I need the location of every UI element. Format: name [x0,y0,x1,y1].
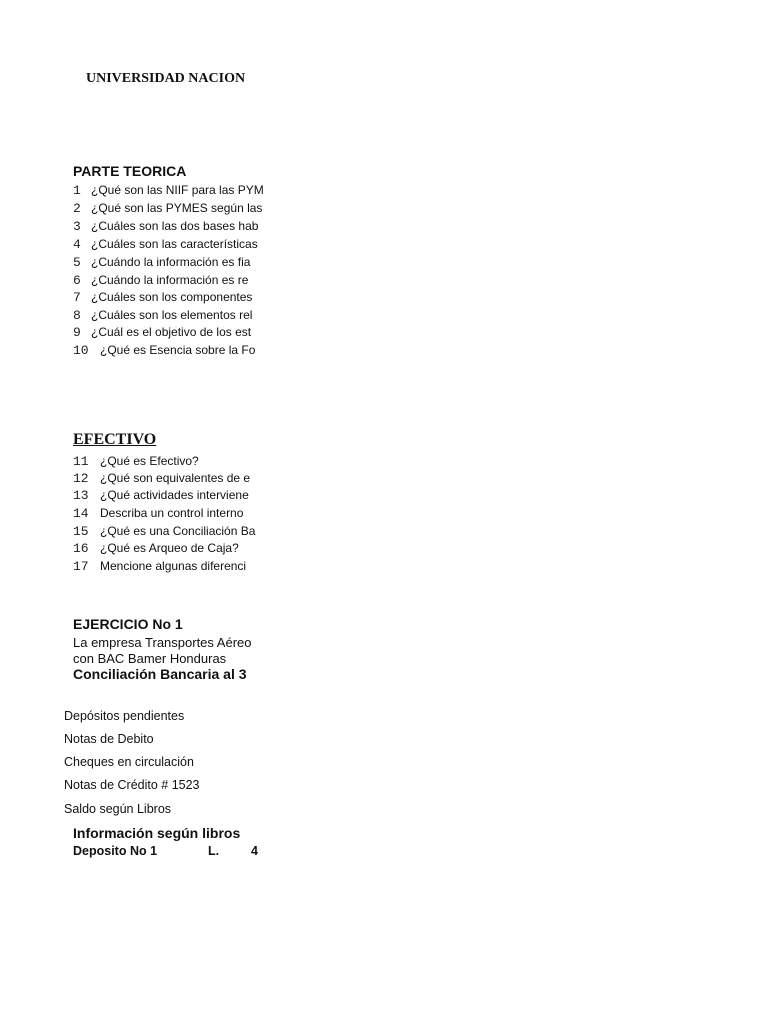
question-number: 16 [73,541,89,556]
question-row [73,454,199,469]
question-text: ¿Cuáles son las dos bases hab [91,219,259,233]
ejercicio-heading: EJERCICIO No 1 [73,616,183,632]
reconciliation-item: Depósitos pendientes [64,709,185,723]
ejercicio-line-2: con BAC Bamer Honduras [73,651,227,666]
question-row [73,541,239,556]
question-text: ¿Qué es Efectivo? [100,454,199,468]
info-libros-heading: Información según libros [73,825,241,841]
deposit-label: Deposito No 1 [73,844,158,858]
question-row [73,343,255,358]
question-number: 17 [73,559,89,574]
question-text: ¿Qué es una Conciliación Ba [100,524,256,538]
question-row [73,255,250,270]
question-number: 3 [73,219,81,234]
question-number: 2 [73,201,81,216]
question-text: ¿Cuál es el objetivo de los est [91,325,252,339]
deposit-currency: L. [208,844,220,858]
question-number: 13 [73,488,89,503]
question-number: 7 [73,290,81,305]
question-number: 10 [73,343,89,358]
question-number: 8 [73,308,81,323]
question-number: 11 [73,454,89,469]
question-number: 6 [73,273,81,288]
deposit-amount: 4 [251,844,258,858]
question-row [73,471,250,486]
question-row [73,506,243,521]
question-text: ¿Qué son las PYMES según las [91,201,263,215]
reconciliation-item: Cheques en circulación [64,755,194,769]
question-text: ¿Qué es Esencia sobre la Fo [100,343,256,357]
question-text: ¿Qué son las NIIF para las PYM [91,183,264,197]
question-row [73,219,258,234]
question-row [73,325,251,340]
question-row [73,273,248,288]
university-title: UNIVERSIDAD NACION [86,71,246,86]
question-text: ¿Cuándo la información es fia [91,255,251,269]
question-row [73,308,252,323]
reconciliation-item: Notas de Debito [64,732,154,746]
question-number: 12 [73,471,89,486]
question-row [73,183,264,198]
question-text: ¿Qué actividades interviene [100,488,249,502]
question-row [73,488,249,503]
question-text: Mencione algunas diferenci [100,559,247,573]
question-text: ¿Cuándo la información es re [91,273,249,287]
question-text: ¿Qué son equivalentes de e [100,471,251,485]
question-number: 9 [73,325,81,340]
conciliacion-heading: Conciliación Bancaria al 3 [73,666,247,682]
question-row [73,290,252,305]
efectivo-heading: EFECTIVO [73,431,157,448]
question-number: 15 [73,524,89,539]
question-row [73,524,255,539]
question-row [73,237,258,252]
ejercicio-line-1: La empresa Transportes Aéreo [73,635,252,650]
question-number: 4 [73,237,81,252]
visible-column [0,0,264,1024]
reconciliation-item: Notas de Crédito # 1523 [64,778,200,792]
question-text: ¿Cuáles son las características [91,237,258,251]
reconciliation-item: Saldo según Libros [64,802,172,816]
question-text: ¿Cuáles son los componentes [91,290,253,304]
parte-teorica-heading: PARTE TEORICA [73,163,187,179]
question-text: Describa un control interno [100,506,244,520]
question-number: 1 [73,183,81,198]
question-number: 5 [73,255,81,270]
question-row [73,559,246,574]
question-text: ¿Qué es Arqueo de Caja? [100,541,239,555]
question-text: ¿Cuáles son los elementos rel [91,308,253,322]
question-row [73,201,262,216]
question-number: 14 [73,506,89,521]
